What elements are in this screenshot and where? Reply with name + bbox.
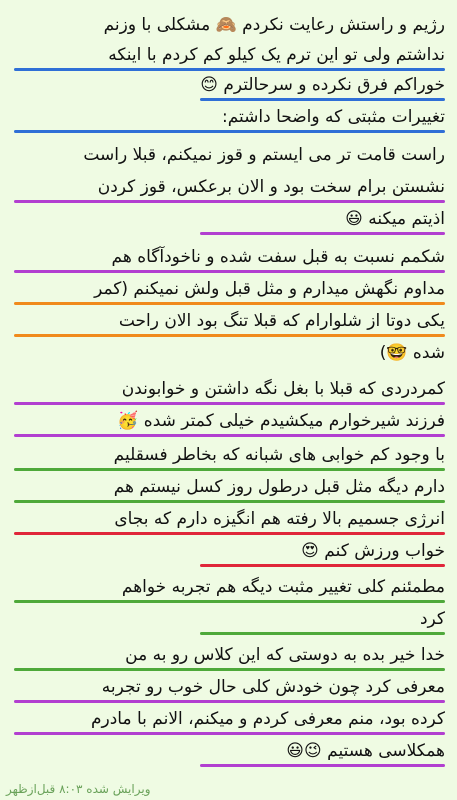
highlight-underline: [14, 668, 445, 671]
message-line: کمردردی که قبلا با بغل نگه داشتن و خوابوندن: [121, 379, 445, 399]
message-line: مداوم نگهش میدارم و مثل قبل ولش نمیکنم (کمر: [94, 279, 445, 299]
message-line: راست قامت تر می ایستم و قوز نمیکنم، قبلا راست: [83, 145, 445, 165]
highlight-underline: [14, 302, 445, 305]
message-footer: ویرایش شده ۸:۰۳ قبل‌ازظهر: [6, 782, 151, 796]
message-line: خدا خیر بده به دوستی که این کلاس رو به من: [125, 645, 445, 665]
message-line: مطمئنم کلی تغییر مثبت دیگه هم تجربه خواهم: [121, 577, 445, 597]
message-line: اذیتم میکنه 😃: [345, 209, 445, 229]
highlight-underline: [14, 200, 445, 203]
highlight-underline: [14, 600, 445, 603]
highlight-underline: [14, 468, 445, 471]
highlight-underline: [14, 130, 445, 133]
message-line: رژیم و راستش رعایت نکردم 🙈 مشکلی با وزنم: [103, 15, 445, 35]
message-line: تغییرات مثبتی که واضحا داشتم:: [221, 107, 445, 127]
highlight-underline: [200, 98, 445, 101]
message-line: معرفی کرد چون خودش کلی حال خوب رو تجربه: [101, 677, 445, 697]
highlight-underline: [14, 334, 445, 337]
message-line: فرزند شیرخوارم میکشیدم خیلی کمتر شده 🥳: [117, 411, 445, 431]
message-line: انرژی جسمیم بالا رفته هم انگیزه دارم که بجای: [114, 509, 445, 529]
message-line: کرد: [419, 609, 445, 629]
highlight-underline: [14, 532, 445, 535]
highlight-underline: [14, 402, 445, 405]
highlight-underline: [14, 270, 445, 273]
highlight-underline: [200, 564, 445, 567]
highlight-underline: [14, 700, 445, 703]
highlight-underline: [200, 764, 445, 767]
highlight-underline: [14, 434, 445, 437]
message-line: دارم دیگه مثل قبل درطول روز کسل نیستم هم: [113, 477, 445, 497]
message-line: با وجود کم خوابی های شبانه که بخاطر فسقلیم: [113, 445, 445, 465]
message-line: نداشتم ولی تو این ترم یک کیلو کم کردم با اینکه: [108, 45, 445, 65]
message-line: خوراکم فرق نکرده و سرحالترم 😊: [200, 75, 445, 95]
message-line: نشستن برام سخت بود و الان برعکس، قوز کردن: [97, 177, 445, 197]
message-line: شکمم نسبت به قبل سفت شده و ناخودآگاه هم: [111, 247, 445, 267]
message-line: کرده بود، منم معرفی کردم و میکنم، الانم با مادرم: [91, 709, 445, 729]
message-line: خواب ورزش کنم 😍: [301, 541, 445, 561]
highlight-underline: [200, 632, 445, 635]
message-line: همکلاسی هستیم 😉😃: [286, 741, 445, 761]
message-line: شده 🤓): [379, 343, 445, 363]
message-line: یکی دوتا از شلوارام که قبلا تنگ بود الان راحت: [118, 311, 445, 331]
highlight-underline: [200, 232, 445, 235]
highlight-underline: [14, 732, 445, 735]
highlight-underline: [14, 500, 445, 503]
